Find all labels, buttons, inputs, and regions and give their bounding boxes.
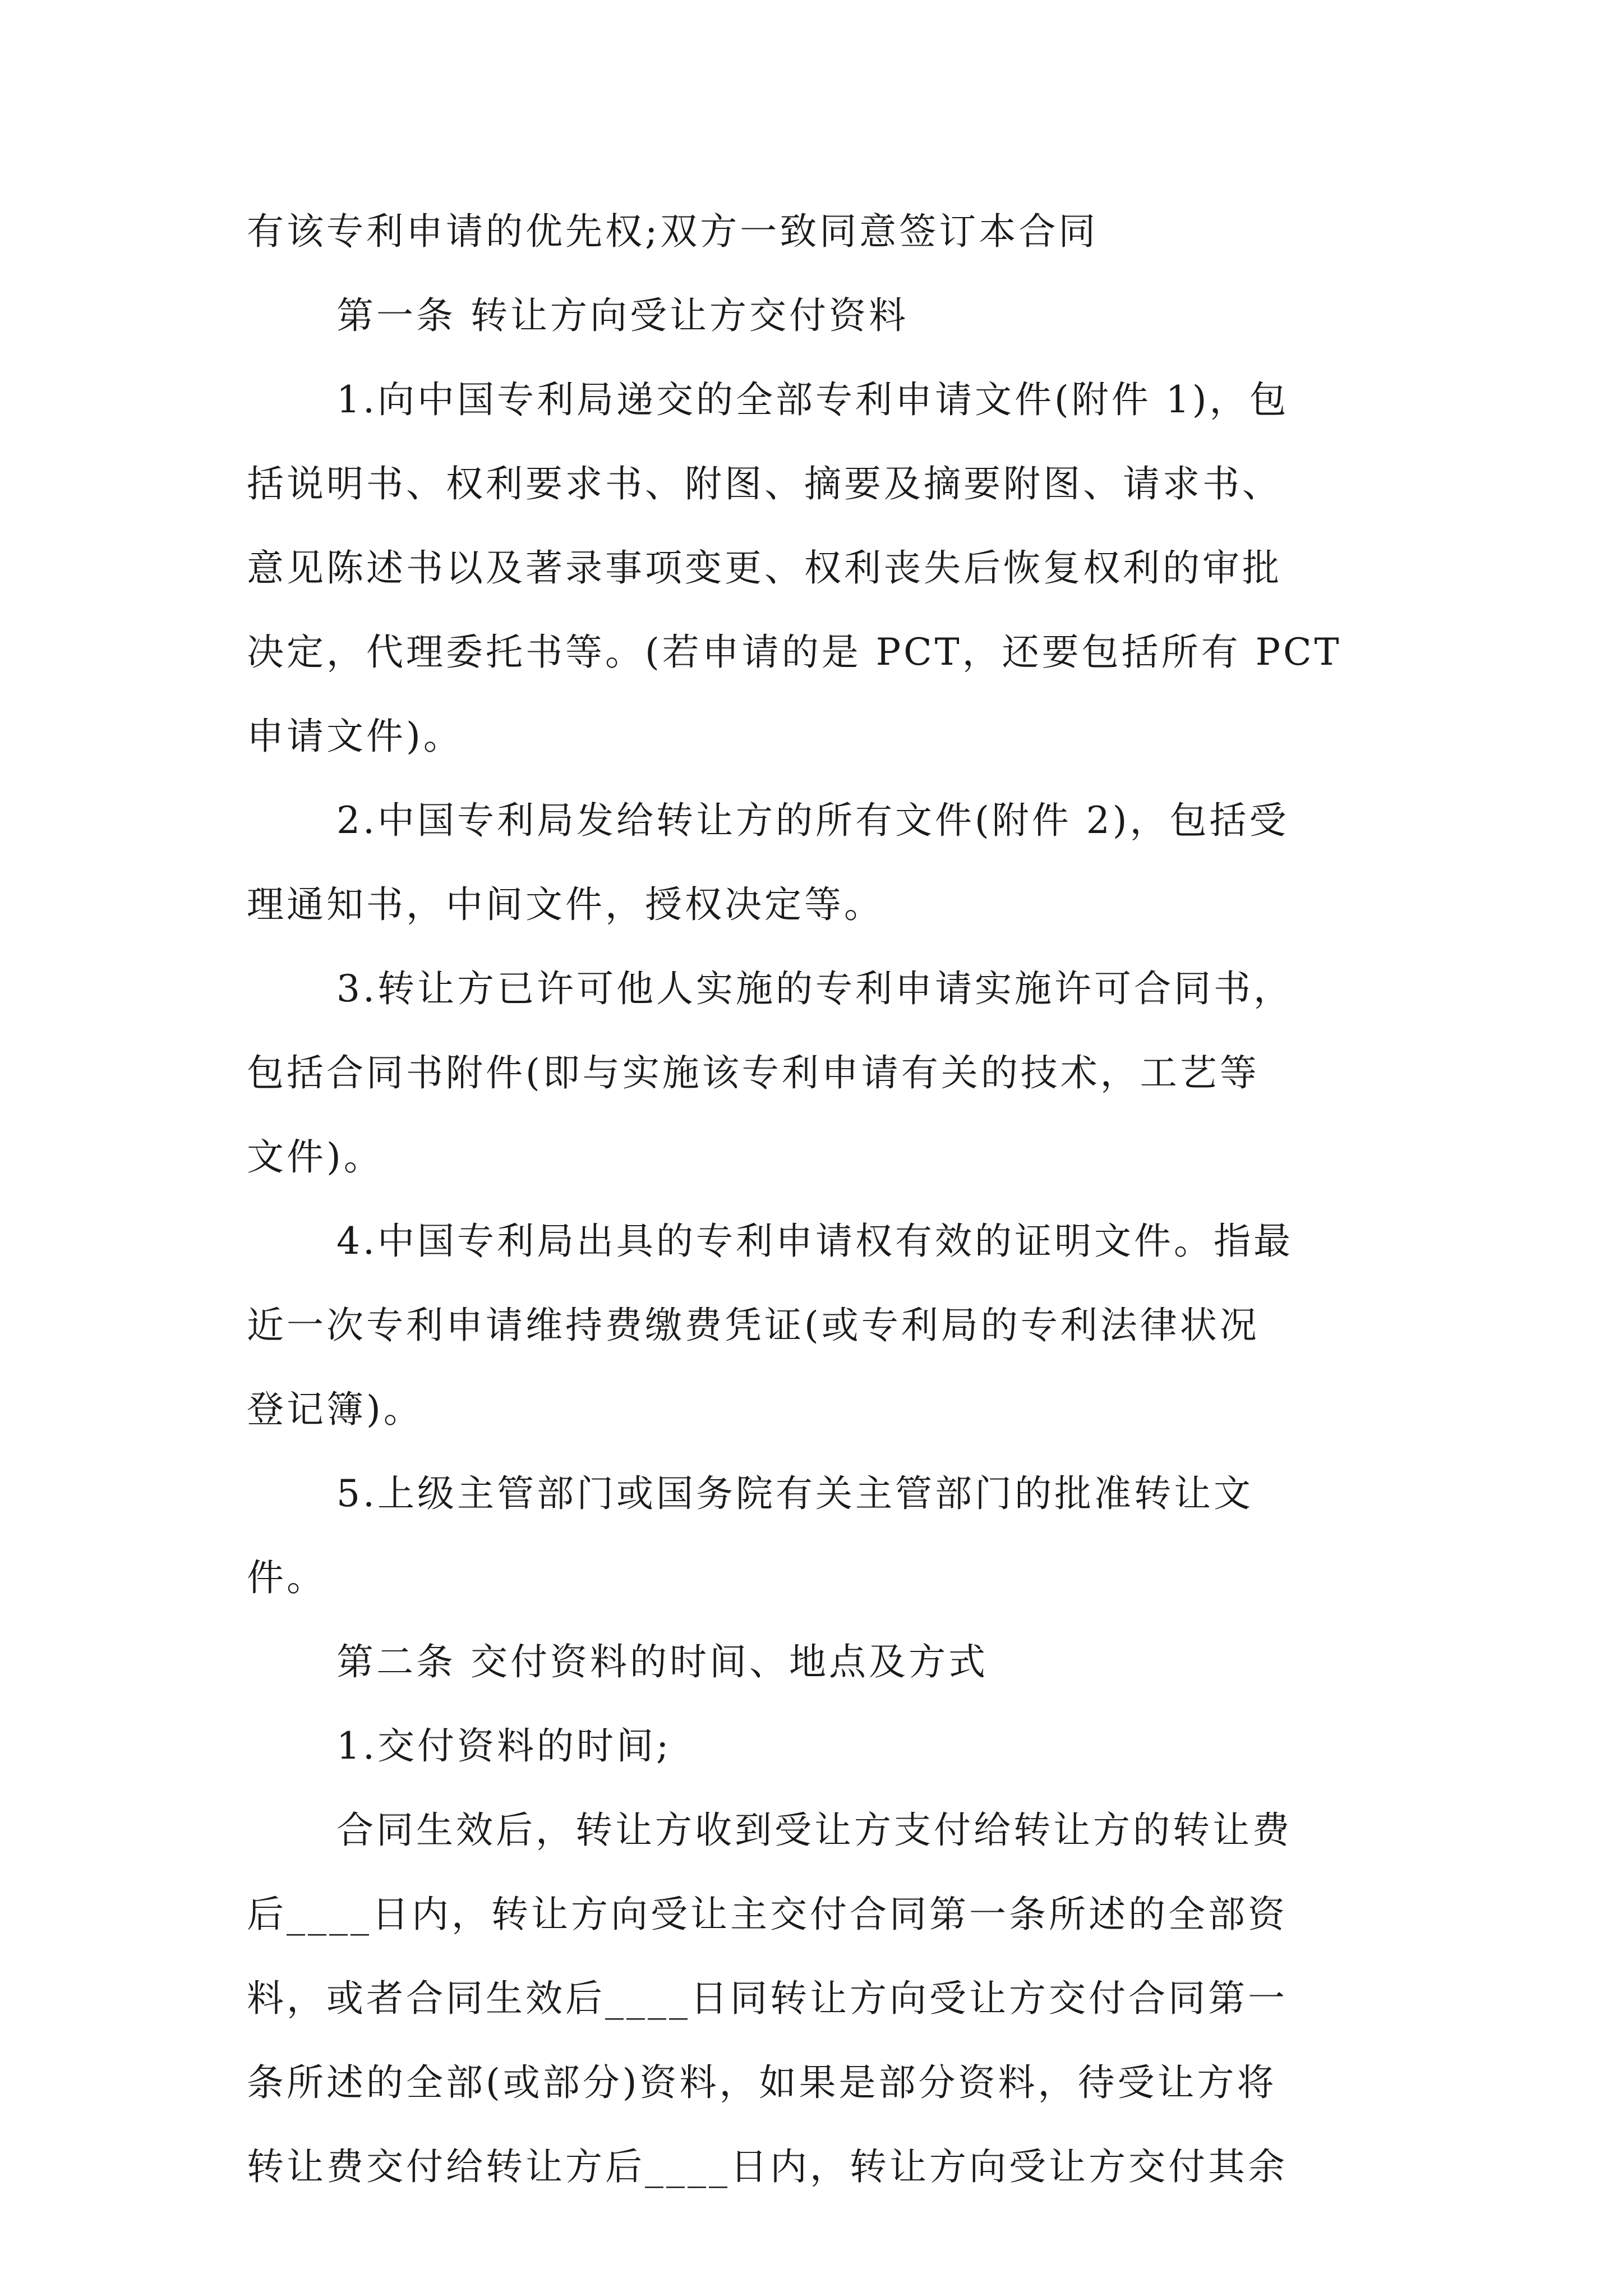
text-line: 包括合同书附件(即与实施该专利申请有关的技术，工艺等 [247, 1051, 1260, 1094]
text-line: 5.上级主管部门或国务院有关主管部门的批准转让文 [336, 1472, 1253, 1515]
text-line: 料，或者合同生效后____日同转让方向受让方交付合同第一 [247, 1977, 1288, 2020]
text-line: 意见陈述书以及著录事项变更、权利丧失后恢复权利的审批 [247, 546, 1282, 590]
section-heading: 第一条 转让方向受让方交付资料 [336, 294, 909, 337]
text-line: 有该专利申请的优先权;双方一致同意签订本合同 [247, 210, 1099, 253]
text-line: 3.转让方已许可他人实施的专利申请实施许可合同书， [336, 967, 1293, 1010]
text-line: 登记簿)。 [247, 1388, 423, 1431]
text-line: 括说明书、权利要求书、附图、摘要及摘要附图、请求书、 [247, 462, 1282, 505]
text-line: 转让费交付给转让方后____日内，转让方向受让方交付其余 [247, 2145, 1288, 2188]
text-line: 理通知书，中间文件，授权决定等。 [247, 883, 884, 926]
text-line: 件。 [247, 1556, 326, 1599]
text-line: 1.交付资料的时间; [336, 1724, 672, 1768]
text-line: 1.向中国专利局递交的全部专利申请文件(附件 1)，包 [336, 378, 1289, 421]
text-line: 文件)。 [247, 1135, 384, 1179]
text-line: 后____日内，转让方向受让主交付合同第一条所述的全部资 [247, 1893, 1288, 1936]
section-heading: 第二条 交付资料的时间、地点及方式 [336, 1640, 988, 1683]
text-line: 4.中国专利局出具的专利申请权有效的证明文件。指最 [336, 1220, 1293, 1263]
text-line: 近一次专利申请维持费缴费凭证(或专利局的专利法律状况 [247, 1304, 1260, 1347]
text-line: 2.中国专利局发给转让方的所有文件(附件 2)，包括受 [336, 799, 1289, 842]
text-line: 申请文件)。 [247, 715, 463, 758]
text-line: 条所述的全部(或部分)资料，如果是部分资料，待受让方将 [247, 2061, 1277, 2104]
text-line: 决定，代理委托书等。(若申请的是 PCT，还要包括所有 PCT [247, 631, 1342, 674]
text-line: 合同生效后，转让方收到受让方支付给转让方的转让费 [336, 1809, 1292, 1852]
